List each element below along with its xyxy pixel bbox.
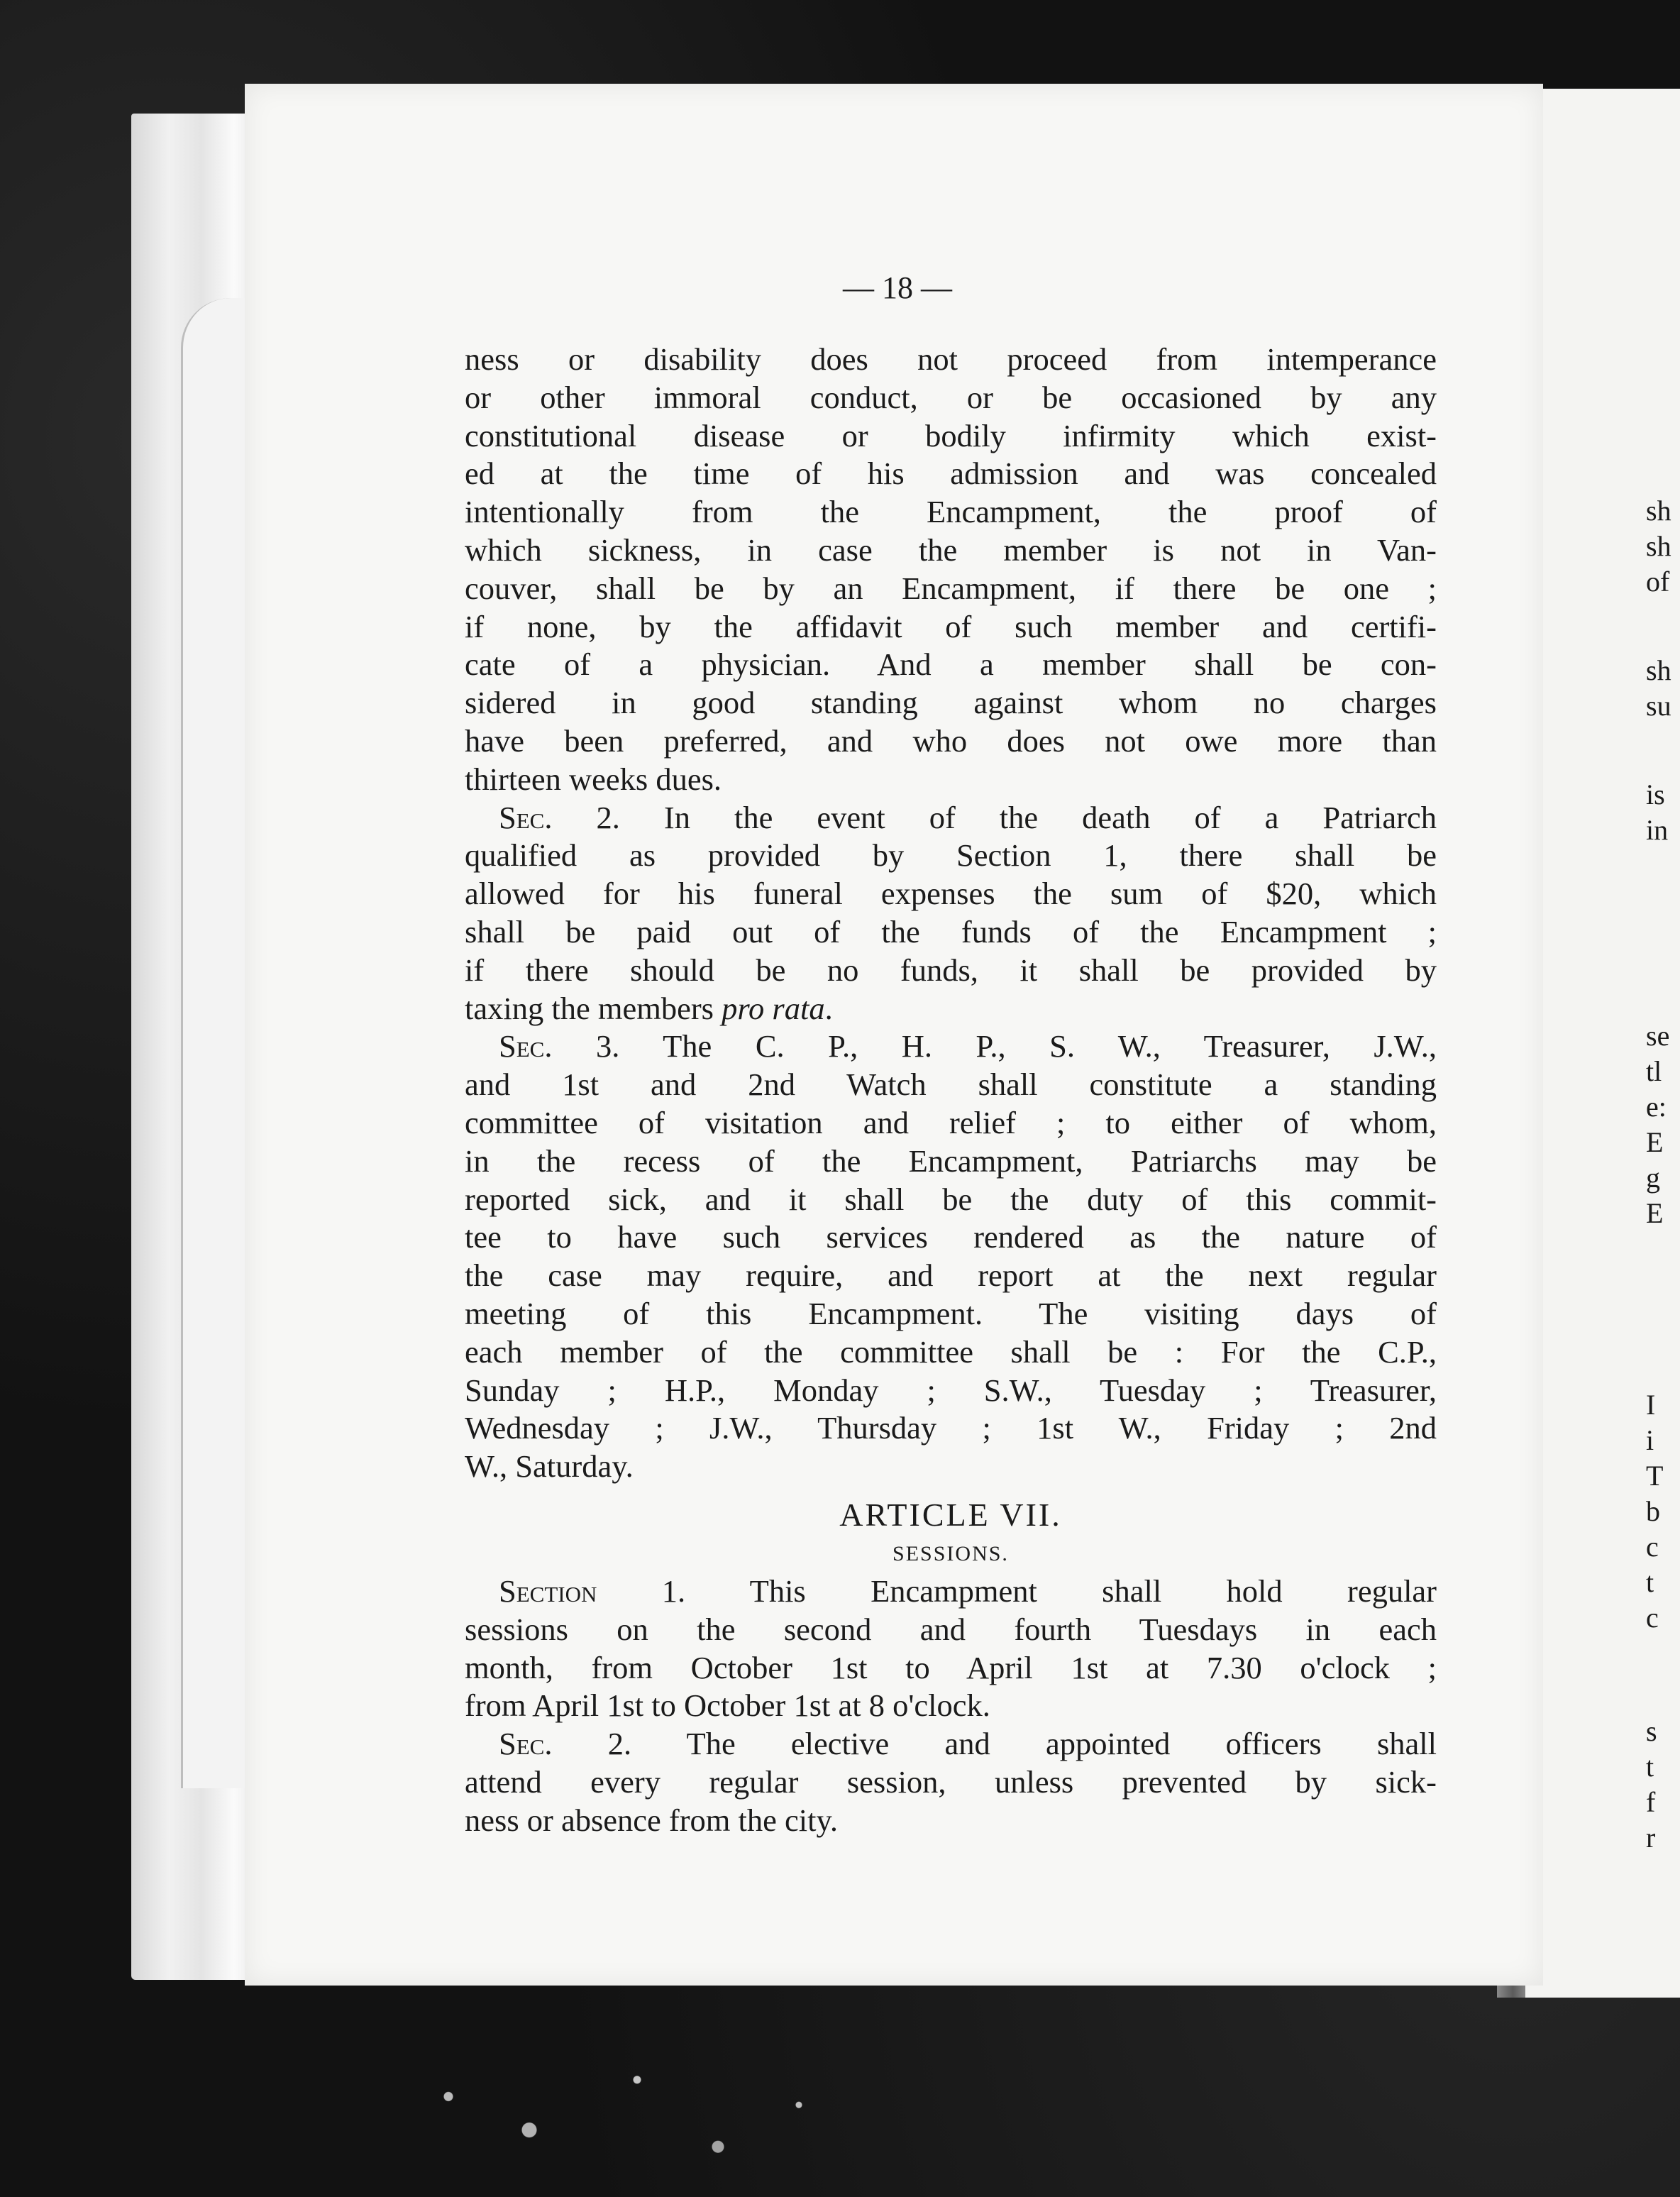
facing-fragment: c (1646, 1602, 1659, 1634)
text-line: ed at the time of his admission and was concealed (465, 456, 1437, 492)
text-line (465, 990, 1437, 1028)
section-first-line (465, 799, 1437, 837)
article-7-section-2 (465, 1725, 1437, 1839)
text-line: constitutional disease or bodily infirmity which exist- (465, 417, 1437, 453)
facing-fragment: r (1646, 1822, 1656, 1854)
section-label: Sec. 3. (499, 1028, 620, 1064)
section-first-line (465, 1573, 1437, 1611)
text-line: attend every regular session, unless prevented by sick- (465, 1763, 1437, 1800)
facing-fragment: sh (1646, 495, 1671, 527)
text-line: in the recess of the Encampment, Patriarchs may be (465, 1142, 1437, 1179)
facing-fragment: su (1646, 690, 1671, 722)
section-text: This Encampment shall hold regular (685, 1573, 1437, 1609)
facing-fragment: s (1646, 1715, 1657, 1747)
text-line: if none, by the affidavit of such member and certifi- (465, 608, 1437, 644)
facing-fragment: c (1646, 1531, 1659, 1563)
italic-phrase: pro rata (722, 990, 825, 1026)
text-line: intentionally from the Encampment, the proof of (465, 494, 1437, 530)
section-label: Section 1. (499, 1573, 686, 1609)
text-line: each member of the committee shall be : For the C.P., (465, 1333, 1437, 1370)
text-line: W., Saturday. (465, 1448, 634, 1485)
text-line: month, from October 1st to April 1st at 7.30 o'clock ; (465, 1649, 1437, 1685)
text-line: reported sick, and it shall be the duty of this commit- (465, 1181, 1437, 1217)
section-label: Sec. 2. (499, 1726, 632, 1762)
page-text (465, 341, 1437, 1839)
facing-fragment: e: (1646, 1091, 1667, 1123)
text-line: which sickness, in case the member is not in Van- (465, 532, 1437, 568)
text-line: from April 1st to October 1st at 8 o'clock. (465, 1687, 990, 1724)
text-line: Wednesday ; J.W., Thursday ; 1st W., Friday ; 2nd (465, 1410, 1437, 1446)
text-fragment: . (824, 990, 833, 1026)
section-3-paragraph (465, 1028, 1437, 1486)
facing-fragment: tl (1646, 1055, 1662, 1087)
facing-fragment: t (1646, 1566, 1654, 1598)
facing-fragment: is (1646, 778, 1665, 810)
scan-damage (341, 2030, 880, 2197)
section-text: The C. P., H. P., S. W., Treasurer, J.W., (619, 1028, 1437, 1064)
section-text: The elective and appointed officers shall (631, 1726, 1437, 1762)
facing-fragment: g (1646, 1162, 1660, 1194)
facing-fragment: of (1646, 566, 1670, 598)
facing-fragment: E (1646, 1197, 1664, 1229)
text-line: couver, shall be by an Encampment, if there be one ; (465, 570, 1437, 606)
section-text: In the event of the death of a Patriarch (619, 799, 1437, 835)
article-title: ARTICLE VII. (839, 1496, 1062, 1533)
article-7-section-1 (465, 1573, 1437, 1725)
text-line: and 1st and 2nd Watch shall constitute a standing (465, 1067, 1437, 1103)
text-line: ness or absence from the city. (465, 1802, 838, 1838)
text-line: Sunday ; H.P., Monday ; S.W., Tuesday ; Treasurer, (465, 1372, 1437, 1408)
facing-fragment: in (1646, 814, 1669, 846)
text-line: sessions on the second and fourth Tuesdays in each (465, 1611, 1437, 1647)
article-subtitle: SESSIONS. (892, 1541, 1009, 1565)
text-line: allowed for his funeral expenses the sum of $20, which (465, 876, 1437, 912)
facing-fragment: f (1646, 1786, 1656, 1818)
page-number: — 18 — (843, 270, 952, 305)
text-line: or other immoral conduct, or be occasioned by any (465, 379, 1437, 415)
facing-fragment: se (1646, 1020, 1670, 1052)
facing-fragment: E (1646, 1126, 1664, 1158)
facing-fragment: I (1646, 1389, 1656, 1421)
text-line: if there should be no funds, it shall be provided by (465, 952, 1437, 988)
text-line: sidered in good standing against whom no charges (465, 685, 1437, 721)
text-line: committee of visitation and relief ; to either of whom, (465, 1104, 1437, 1140)
section-first-line (465, 1028, 1437, 1066)
section-label: Sec. 2. (499, 799, 620, 835)
facing-fragment: i (1646, 1424, 1654, 1456)
text-line: shall be paid out of the funds of the Encampment ; (465, 913, 1437, 949)
text-line: tee to have such services rendered as the nature of (465, 1219, 1437, 1255)
facing-fragment: sh (1646, 654, 1671, 686)
continuation-paragraph (465, 341, 1437, 799)
facing-fragment: T (1646, 1460, 1664, 1492)
text-line: qualified as provided by Section 1, there shall be (465, 837, 1437, 874)
text-fragment: taxing the members (465, 990, 722, 1026)
facing-fragment: t (1646, 1751, 1654, 1783)
text-line: the case may require, and report at the next regular (465, 1257, 1437, 1294)
text-line: meeting of this Encampment. The visiting days of (465, 1295, 1437, 1331)
section-2-paragraph (465, 799, 1437, 1028)
text-line: thirteen weeks dues. (465, 761, 722, 797)
text-line: cate of a physician. And a member shall be con- (465, 646, 1437, 683)
facing-fragment: b (1646, 1495, 1660, 1527)
text-line: have been preferred, and who does not owe more than (465, 722, 1437, 759)
text-line: ness or disability does not proceed from intemperance (465, 341, 1437, 377)
section-first-line (465, 1725, 1437, 1763)
facing-fragment: sh (1646, 530, 1671, 562)
